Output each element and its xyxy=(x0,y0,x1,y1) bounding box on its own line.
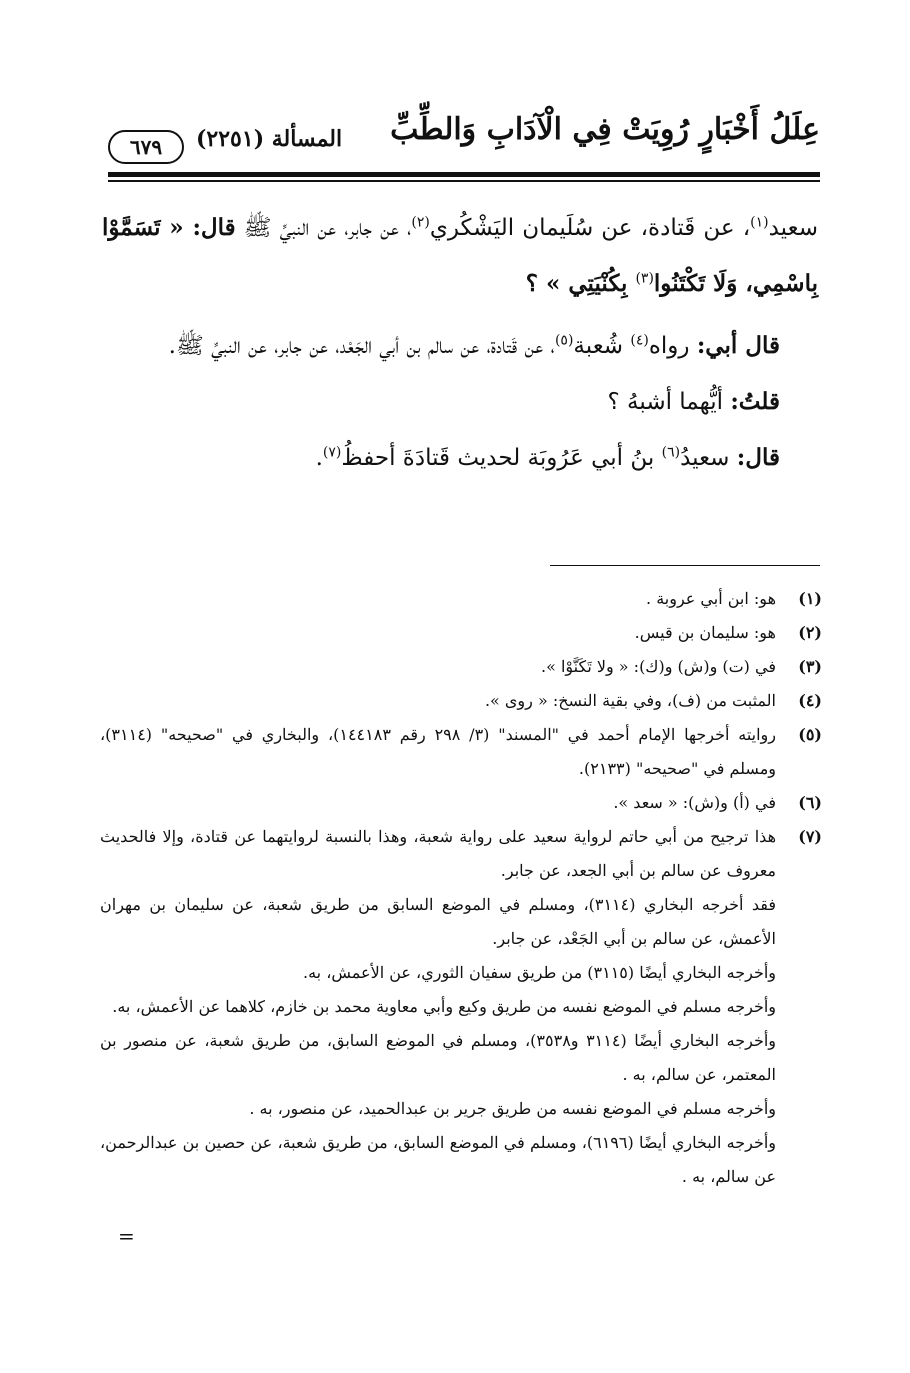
footnote-text: في (ت) و(ش) و(ك): « ولا تَكَنَّوْا ». xyxy=(540,657,776,676)
book-title: عِلَلُ أَخْبَارٍ رُوِيَتْ فِي الْآدَابِ وَالطِّبِّ xyxy=(390,112,820,147)
paragraph-abi-said xyxy=(102,318,818,374)
footnote-ref-7[interactable]: (٧) xyxy=(322,444,342,461)
footnote-7-continuation: وأخرجه مسلم في الموضع نفسه من طريق وكيع وأبي معاوية محمد بن خازم، كلاهما عن الأعمش، به. xyxy=(112,997,776,1016)
text-segment: ، عن قَتادة، عن سُلَيمان اليَشْكُري xyxy=(429,215,751,241)
footnote-7-continuation: وأخرجه البخاري أيضًا (٦١٩٦)، ومسلم في الموضع السابق، من طريق شعبة، عن حصين بن عبدالرحمن، عن سالم، به . xyxy=(100,1133,777,1186)
text-segment: أيُّهما أشبهُ ؟ xyxy=(607,389,731,415)
footnote-ref-6[interactable]: (٦) xyxy=(661,444,681,461)
continuation-mark: = xyxy=(118,1224,135,1248)
footnote-number: (٧) xyxy=(798,827,822,846)
page-number-badge: ٦٧٩ xyxy=(108,130,184,164)
footnote-7-continuation: وأخرجه البخاري أيضًا (٣١١٥) من طريق سفيان الثوري، عن الأعمش، به. xyxy=(303,963,776,982)
text-segment: . xyxy=(315,445,323,471)
text-segment: سعيد xyxy=(768,215,818,241)
footnote-4 xyxy=(100,684,822,718)
speaker-label: قال: xyxy=(736,444,780,471)
footnote-text: المثبت من (ف)، وفي بقية النسخ: « روى ». xyxy=(484,691,776,710)
footnote-ref-2[interactable]: (٢) xyxy=(411,214,430,231)
footnote-text: هو: سليمان بن قيس. xyxy=(634,623,776,642)
footnote-ref-5[interactable]: (٥) xyxy=(554,332,574,349)
footnote-5 xyxy=(100,718,822,786)
hadith-text: بِكُنْيَتِي » ؟ xyxy=(525,270,636,297)
page-header xyxy=(108,112,820,164)
header-rule-thick xyxy=(108,172,820,177)
footnote-1 xyxy=(100,582,822,616)
footnote-2 xyxy=(100,616,822,650)
main-text xyxy=(102,200,818,486)
text-segment: سعيدُ xyxy=(680,445,737,471)
footnote-text: هذا ترجيح من أبي حاتم لرواية سعيد على رواية شعبة، وهذا بالنسبة لروايتهما عن قتادة، وإلا فالحديث معروف عن سالم بن أبي الجعد، عن جابر. xyxy=(100,827,776,880)
footnote-3 xyxy=(100,650,822,684)
text-segment: بنُ أبي عَرُوبَة لحديث قَتادَةَ أحفظُ xyxy=(341,445,662,471)
footnote-6 xyxy=(100,786,822,820)
footnote-ref-3[interactable]: (٣) xyxy=(635,270,654,287)
footnote-7-continuation: فقد أخرجه البخاري (٣١١٤)، ومسلم في الموضع السابق من طريق شعبة، عن سليمان بن مهران الأعمش، عن سالم بن أبي الجَعْد، عن جابر. xyxy=(100,895,776,948)
text-segment: رواه xyxy=(648,333,697,359)
footnote-7-continuation: وأخرجه مسلم في الموضع نفسه من طريق جرير بن عبدالحميد، عن منصور، به . xyxy=(249,1099,776,1118)
footnotes xyxy=(100,582,822,1194)
text-segment: ، عن جابر، عن النبيِّ ﷺ xyxy=(243,215,412,241)
speaker-label: قلتُ: xyxy=(730,388,780,415)
footnote-number: (١) xyxy=(798,589,822,608)
speaker-label: قال أبي: xyxy=(696,332,780,359)
footnote-ref-1[interactable]: (١) xyxy=(750,214,769,231)
footnote-7 xyxy=(100,820,822,888)
footnote-number: (٢) xyxy=(798,623,822,642)
footnote-ref-4[interactable]: (٤) xyxy=(630,332,649,349)
footnote-7-continuation: وأخرجه البخاري أيضًا (٣١١٤ و٣٥٣٨)، ومسلم في الموضع السابق، من طريق شعبة، عن منصور بن المعتمر، عن سالم، به . xyxy=(100,1031,777,1084)
footnote-text: في (أ) و(ش): « سعد ». xyxy=(613,793,776,812)
footnote-number: (٤) xyxy=(798,691,822,710)
footnote-number: (٦) xyxy=(798,793,822,812)
paragraph-question-2 xyxy=(102,374,818,430)
header-rule-thin xyxy=(108,180,820,182)
footnote-number: (٥) xyxy=(798,725,822,744)
text-segment: ، عن قَتادة، عن سالم بن أبي الجَعْد، عن جابر، عن النبيِّ ﷺ. xyxy=(168,333,555,359)
paragraph-question xyxy=(102,200,818,312)
issue-number: المسألة (٢٢٥١) xyxy=(196,126,343,152)
text-segment: شُعبة xyxy=(573,333,631,359)
footnote-number: (٣) xyxy=(798,657,822,676)
hadith-text: قال: « تَسَمَّوْا بِاسْمِي، وَلَا تَكْتَنُوا xyxy=(102,214,818,297)
footnote-text: روايته أخرجها الإمام أحمد في "المسند" (٣/ ٢٩٨ رقم ١٤٤١٨٣)، والبخاري في "صحيحه" (٣١١٤)، ومسلم في "صحيحه" (٢١٣٣). xyxy=(100,725,777,778)
footnote-text: هو: ابن أبي عروبة . xyxy=(646,589,776,608)
paragraph-answer xyxy=(102,430,818,486)
footnote-separator xyxy=(550,565,820,566)
